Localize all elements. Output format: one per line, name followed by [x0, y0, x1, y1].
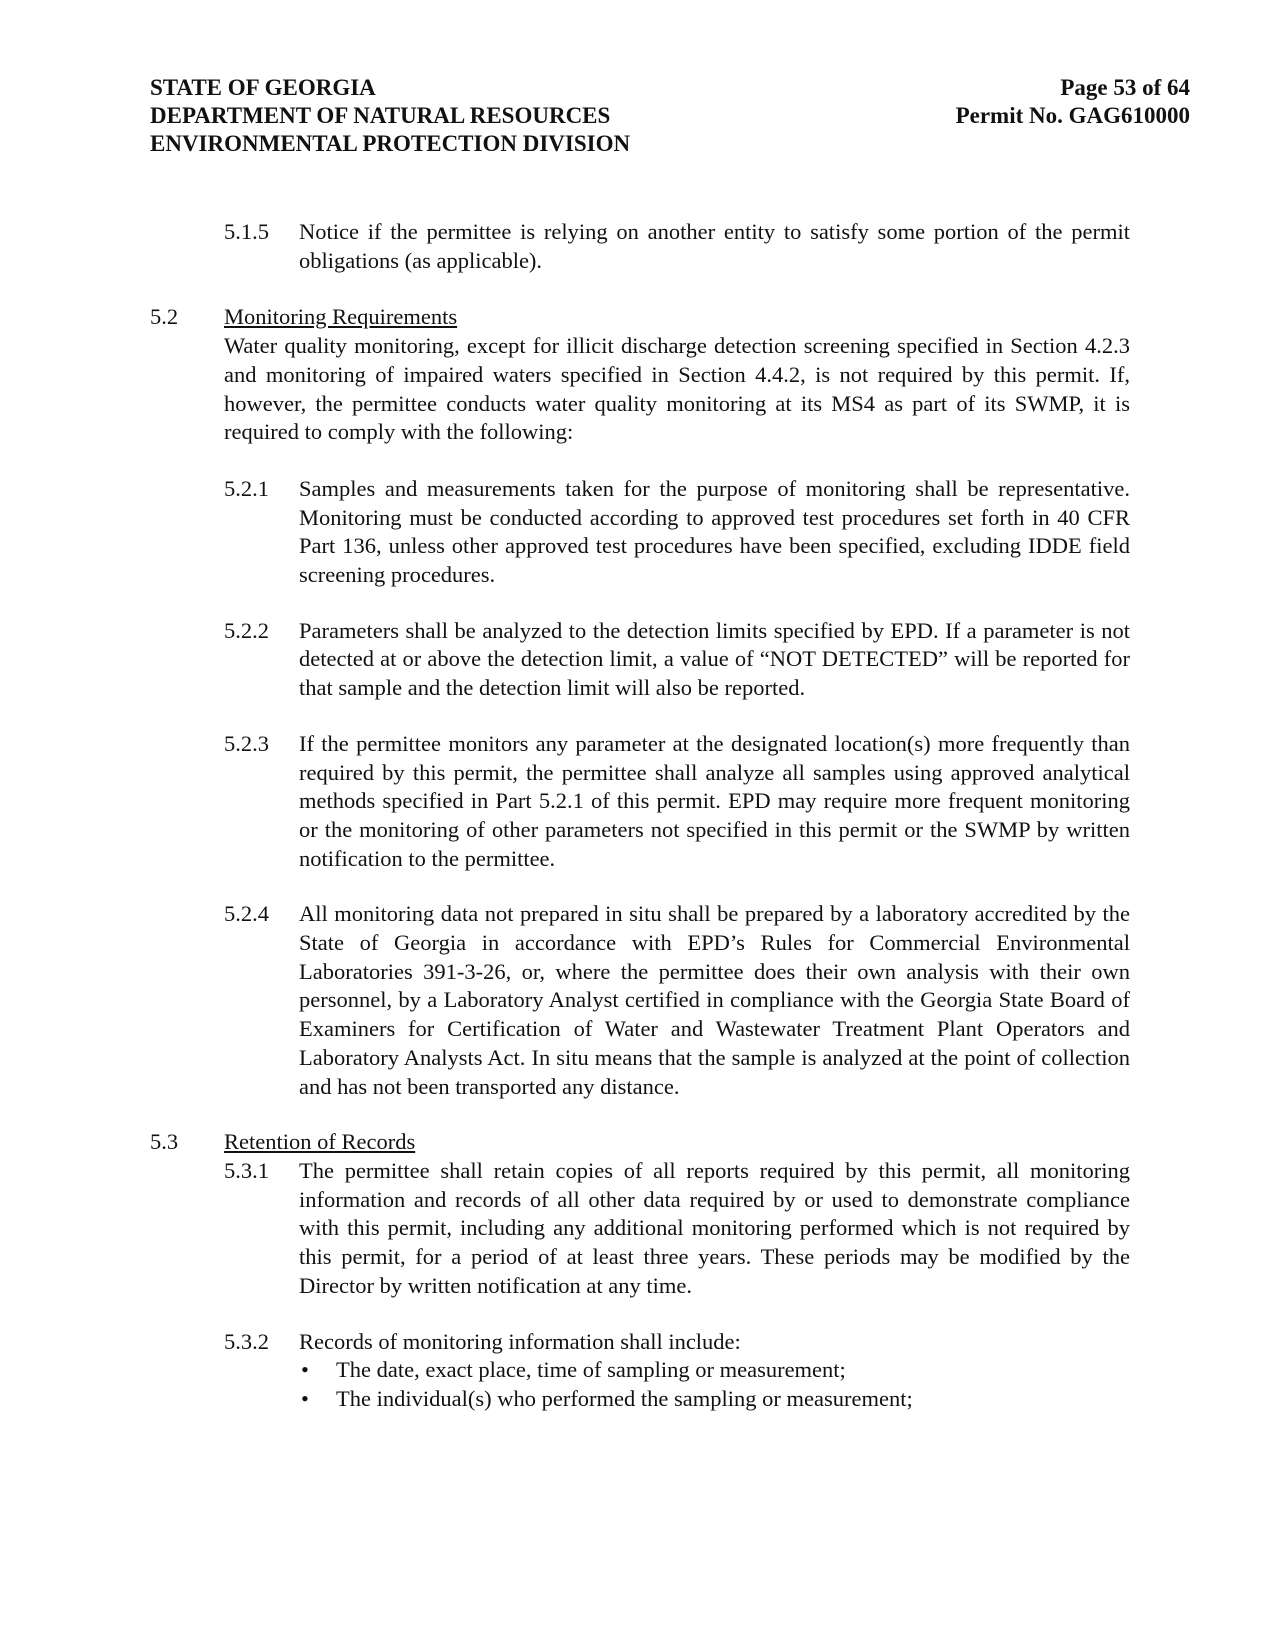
section-number: 5.2.2: [224, 617, 269, 643]
agency-state: STATE OF GEORGIA: [150, 75, 376, 100]
page-number: Page 53 of 64: [1060, 75, 1190, 100]
section-5-2-2: [224, 617, 1130, 703]
list-item-text: The date, exact place, time of sampling or measurement;: [336, 1357, 846, 1383]
section-5-1-5: [224, 218, 1130, 275]
section-5-3-1: [224, 1157, 1130, 1301]
section-text: Samples and measurements taken for the purpose of monitoring shall be representative. Monitoring must be conducted according to approved test procedures set forth in 40 CFR Part 136, unless other approved test procedures have been specified, excluding IDDE field screening procedures.: [299, 475, 1130, 588]
agency-block: [150, 74, 630, 158]
section-5-2-1: [224, 475, 1130, 590]
page-info: [790, 74, 1200, 130]
section-5-2: [150, 303, 1130, 447]
agency-department: DEPARTMENT OF NATURAL RESOURCES: [150, 103, 611, 128]
section-5-2-4: [224, 900, 1130, 1101]
list-item: [299, 1385, 1130, 1414]
agency-division: ENVIRONMENTAL PROTECTION DIVISION: [150, 131, 631, 156]
section-text: Water quality monitoring, except for illicit discharge detection screening specified in Section 4.2.3 and monitoring of impaired waters specified in Section 4.4.2, is not required by this permit. If, however, the permittee conducts water quality monitoring at its MS4 as part of its SWMP, it is required to comply with the following:: [224, 333, 1130, 445]
section-number: 5.3: [150, 1129, 179, 1155]
section-number: 5.1.5: [224, 219, 269, 244]
records-bullet-list: [299, 1356, 1130, 1413]
section-title: Retention of Records: [224, 1129, 416, 1155]
section-number: 5.2.4: [224, 901, 269, 927]
section-text: If the permittee monitors any parameter at the designated location(s) more frequently than required by this permit, the permittee shall analyze all samples using approved analytical methods specified in Part 5.2.1 of this permit. EPD may require more frequent monitoring or the monitoring of other parameters not specified in this permit or the SWMP by written notification to the permittee.: [299, 730, 1130, 871]
section-5-2-3: [224, 730, 1130, 874]
section-text: The permittee shall retain copies of all reports required by this permit, all monitoring information and records of all other data required by or used to demonstrate compliance with this permit, including any additional monitoring performed which is not required by this permit, for a period of at least three years. These periods may be modified by the Director by written notification at any time.: [299, 1157, 1130, 1298]
bullet-icon: •: [301, 1357, 309, 1383]
section-number: 5.3.1: [224, 1157, 269, 1183]
section-text: Records of monitoring information shall include:: [299, 1328, 741, 1354]
section-number: 5.2: [150, 304, 179, 330]
section-title: Monitoring Requirements: [224, 304, 458, 330]
list-item-text: The individual(s) who performed the sampling or measurement;: [336, 1385, 913, 1411]
section-text: Parameters shall be analyzed to the detection limits specified by EPD. If a parameter is not detected at or above the detection limit, a value of “NOT DETECTED” will be reported for that sample and the detection limit will also be reported.: [299, 617, 1130, 701]
document-body: [150, 218, 1130, 1414]
bullet-icon: •: [301, 1385, 309, 1411]
permit-number: Permit No. GAG610000: [955, 103, 1190, 128]
section-number: 5.3.2: [224, 1328, 269, 1354]
section-number: 5.2.3: [224, 730, 269, 756]
section-5-3-2: [224, 1328, 1130, 1414]
section-5-3: [150, 1128, 1130, 1157]
list-item: [299, 1356, 1130, 1385]
section-number: 5.2.1: [224, 475, 269, 501]
section-text: All monitoring data not prepared in situ shall be prepared by a laboratory accredited by the State of Georgia in accordance with EPD’s Rules for Commercial Environmental Laboratories 391-3-26, or, where the permittee does their own analysis with their own personnel, by a Laboratory Analyst certified in compliance with the Georgia State Board of Examiners for Certification of Water and Wastewater Treatment Plant Operators and Laboratory Analysts Act. In situ means that the sample is analyzed at the point of collection and has not been transported any distance.: [299, 901, 1130, 1099]
section-text: Notice if the permittee is relying on another entity to satisfy some portion of the permit obligations (as applicable).: [299, 219, 1130, 273]
